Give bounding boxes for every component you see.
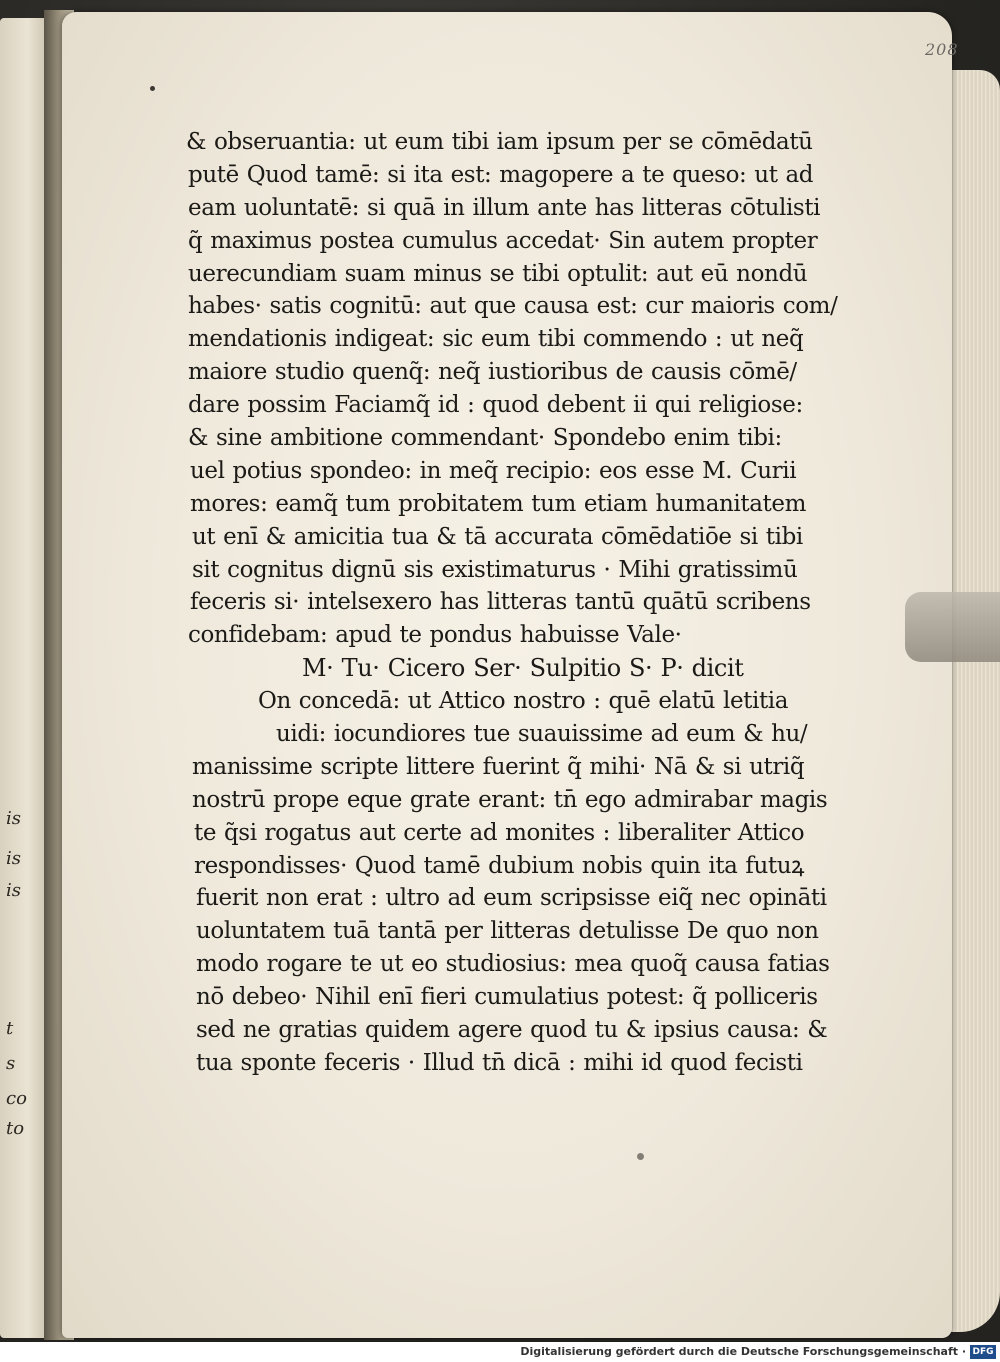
text-line: On concedā: ut Attico nostro : quē elatū letitia — [258, 688, 789, 715]
dfg-logo: DFG — [970, 1345, 996, 1359]
text-line: nostrū prope eque grate erant: tn̄ ego admirabar magis — [192, 786, 828, 813]
ink-spot — [637, 1153, 644, 1160]
text-line: mores: eamq̃ tum probitatem tum etiam humanitatem — [190, 490, 806, 517]
text-line: manissime scripte littere fuerint q̃ mihi· Nā & si utriq̃ — [192, 753, 805, 780]
text-line: feceris si· intelsexero has litteras tantū quātū scribens — [190, 589, 811, 616]
left-fragment: s — [6, 1053, 16, 1074]
text-line: ut enī & amicitia tua & tā accurata cōmēdatiōe si tibi — [192, 523, 803, 550]
text-line: nō debeo· Nihil enī fieri cumulatius potest: q̃ polliceris — [196, 984, 818, 1011]
folio-number: 208 — [925, 40, 959, 59]
text-line: fuerit non erat : ultro ad eum scripsisse eiq̃ nec opināti — [196, 885, 827, 912]
text-line: maiore studio quenq̃: neq̃ iustioribus de causis cōmē/ — [188, 359, 797, 386]
text-line: & sine ambitione commendant· Spondebo enim tibi: — [188, 425, 782, 452]
text-line: te q̃si rogatus aut certe ad monites : liberaliter Attico — [194, 819, 805, 846]
text-line: q̃ maximus postea cumulus accedat· Sin autem propter — [188, 227, 818, 254]
left-fragment: is — [6, 880, 21, 901]
left-fragment: is — [6, 808, 21, 829]
left-fragment: co — [6, 1088, 27, 1109]
page-text-block — [184, 126, 838, 1080]
text-line: respondisses· Quod tamē dubium nobis quin ita futuꝝ — [194, 852, 805, 879]
text-line: habes· satis cognitū: aut que causa est: cur maioris com/ — [188, 293, 838, 320]
text-line: mendationis indigeat: sic eum tibi commendo : ut neq̃ — [188, 326, 804, 353]
ink-spot — [150, 86, 155, 91]
text-line: uoluntatem tuā tantā per litteras detulisse De quo non — [196, 918, 819, 945]
text-line: confidebam: apud te pondus habuisse Vale· — [188, 622, 682, 649]
text-line: uerecundiam suam minus se tibi optulit: aut eū nondū — [188, 260, 808, 287]
text-line: modo rogare te ut eo studiosius: mea quoq̃ causa fatias — [196, 951, 830, 978]
footer-credit: Digitalisierung gefördert durch die Deutsche Forschungsgemeinschaft · — [520, 1345, 966, 1358]
left-page-text-fragments — [2, 18, 42, 1338]
letter-heading: M· Tu· Cicero Ser· Sulpitio S· P· dicit — [302, 654, 744, 683]
left-fragment: is — [6, 848, 21, 869]
left-fragment: t — [6, 1018, 14, 1039]
text-line: uidi: iocundiores tue suauissime ad eum & hu/ — [276, 721, 808, 748]
bookmark-tab — [905, 592, 1000, 662]
text-line: putē Quod tamē: si ita est: magopere a te queso: ut ad — [188, 161, 814, 188]
text-line: dare possim Faciamq̃ id : quod debent ii qui religiose: — [188, 392, 803, 419]
text-line: tua sponte feceris · Illud tn̄ dicā : mihi id quod fecisti — [196, 1049, 803, 1076]
text-line: sit cognitus dignū sis existimaturus · Mihi gratissimū — [192, 556, 798, 583]
text-line: sed ne gratias quidem agere quod tu & ipsius causa: & — [196, 1017, 828, 1044]
text-line: eam uoluntatē: si quā in illum ante has litteras cōtulisti — [188, 194, 821, 221]
left-page-edge — [0, 18, 46, 1338]
left-fragment: to — [6, 1118, 25, 1139]
text-line: & obseruantia: ut eum tibi iam ipsum per se cōmēdatū — [186, 129, 813, 155]
text-line: uel potius spondeo: in meq̃ recipio: eos esse M. Curii — [190, 457, 797, 484]
